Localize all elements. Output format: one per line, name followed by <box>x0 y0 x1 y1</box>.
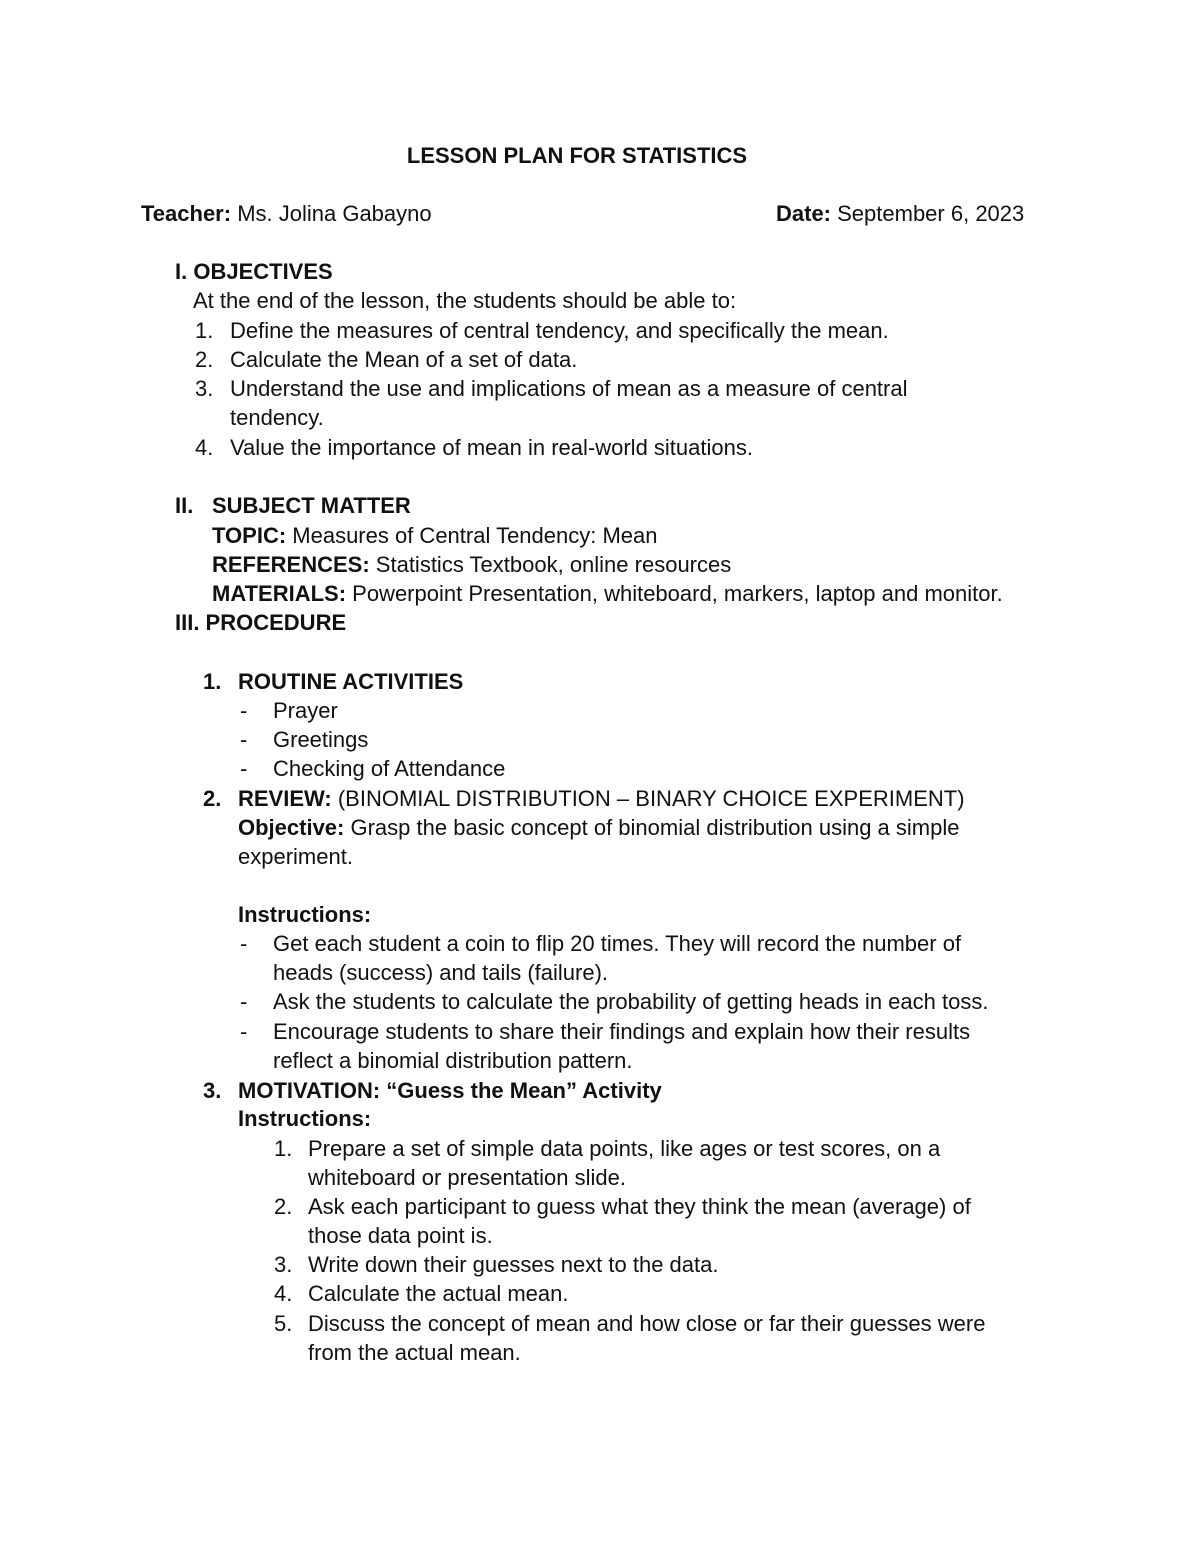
motivation-num: 3. <box>203 1078 222 1103</box>
bullet-dash: - <box>240 989 248 1014</box>
review-objective-continued: experiment. <box>238 844 353 869</box>
review-instruction: Get each student a coin to flip 20 times. They will record the number of <box>273 931 962 956</box>
objective-text: Value the importance of mean in real-world situations. <box>230 435 753 460</box>
motivation-step-num: 4. <box>274 1281 293 1306</box>
routine-item: Prayer <box>273 698 338 723</box>
teacher-value: Ms. Jolina Gabayno <box>231 201 432 226</box>
topic-line <box>212 521 658 550</box>
objective-num: 4. <box>195 435 214 460</box>
bullet-dash: - <box>240 756 248 781</box>
references-line <box>212 550 731 579</box>
bullet-dash: - <box>240 727 248 752</box>
objective-text: Define the measures of central tendency, and specifically the mean. <box>230 318 889 343</box>
review-value: (BINOMIAL DISTRIBUTION – BINARY CHOICE EXPERIMENT) <box>331 786 965 811</box>
motivation-step-num: 3. <box>274 1252 293 1277</box>
teacher-line <box>141 199 432 228</box>
review-objective-label: Objective: <box>238 815 345 840</box>
review-num: 2. <box>203 786 222 811</box>
review-line <box>238 784 965 813</box>
review-instruction: Encourage students to share their findings and explain how their results <box>273 1019 971 1044</box>
review-label: REVIEW: <box>238 786 332 811</box>
motivation-step-num: 5. <box>274 1311 293 1336</box>
objective-num: 1. <box>195 318 214 343</box>
objectives-intro: At the end of the lesson, the students should be able to: <box>193 288 737 313</box>
review-instruction: Ask the students to calculate the probability of getting heads in each toss. <box>273 989 989 1014</box>
date-line <box>776 199 1024 228</box>
motivation-step-continued: from the actual mean. <box>308 1340 521 1365</box>
review-objective-value: Grasp the basic concept of binomial distribution using a simple <box>344 815 960 840</box>
procedure-heading: III. PROCEDURE <box>175 610 347 635</box>
teacher-label: Teacher: <box>141 201 232 226</box>
motivation-instructions-label: Instructions: <box>238 1106 372 1131</box>
review-instruction-continued: reflect a binomial distribution pattern. <box>273 1048 633 1073</box>
motivation-step: Calculate the actual mean. <box>308 1281 569 1306</box>
references-label: REFERENCES: <box>212 552 370 577</box>
objective-text: Understand the use and implications of mean as a measure of central <box>230 376 908 401</box>
motivation-step: Discuss the concept of mean and how close or far their guesses were <box>308 1311 986 1336</box>
objective-num: 3. <box>195 376 214 401</box>
bullet-dash: - <box>240 931 248 956</box>
motivation-step-continued: whiteboard or presentation slide. <box>308 1165 626 1190</box>
motivation-step: Ask each participant to guess what they think the mean (average) of <box>308 1194 971 1219</box>
materials-label: MATERIALS: <box>212 581 347 606</box>
subject-matter-num: II. <box>175 493 194 518</box>
motivation-step-num: 1. <box>274 1136 293 1161</box>
motivation-step-continued: those data point is. <box>308 1223 493 1248</box>
review-instruction-continued: heads (success) and tails (failure). <box>273 960 609 985</box>
bullet-dash: - <box>240 698 248 723</box>
topic-value: Measures of Central Tendency: Mean <box>286 523 658 548</box>
routine-heading: ROUTINE ACTIVITIES <box>238 669 464 694</box>
objective-text: Calculate the Mean of a set of data. <box>230 347 578 372</box>
routine-item: Greetings <box>273 727 369 752</box>
review-objective-line <box>238 813 959 842</box>
motivation-heading: MOTIVATION: “Guess the Mean” Activity <box>238 1078 662 1103</box>
date-label: Date: <box>776 201 832 226</box>
bullet-dash: - <box>240 1019 248 1044</box>
review-instructions-label: Instructions: <box>238 902 372 927</box>
objective-num: 2. <box>195 347 214 372</box>
objective-text-continued: tendency. <box>230 405 324 430</box>
routine-num: 1. <box>203 669 222 694</box>
topic-label: TOPIC: <box>212 523 287 548</box>
routine-item: Checking of Attendance <box>273 756 506 781</box>
page-title: LESSON PLAN FOR STATISTICS <box>406 143 748 168</box>
materials-line <box>212 579 1003 608</box>
motivation-step: Prepare a set of simple data points, like ages or test scores, on a <box>308 1136 941 1161</box>
subject-matter-heading: SUBJECT MATTER <box>212 493 411 518</box>
motivation-step: Write down their guesses next to the data. <box>308 1252 719 1277</box>
objectives-heading: I. OBJECTIVES <box>175 259 333 284</box>
references-value: Statistics Textbook, online resources <box>369 552 732 577</box>
motivation-step-num: 2. <box>274 1194 293 1219</box>
materials-value: Powerpoint Presentation, whiteboard, markers, laptop and monitor. <box>346 581 1003 606</box>
date-value: September 6, 2023 <box>831 201 1025 226</box>
